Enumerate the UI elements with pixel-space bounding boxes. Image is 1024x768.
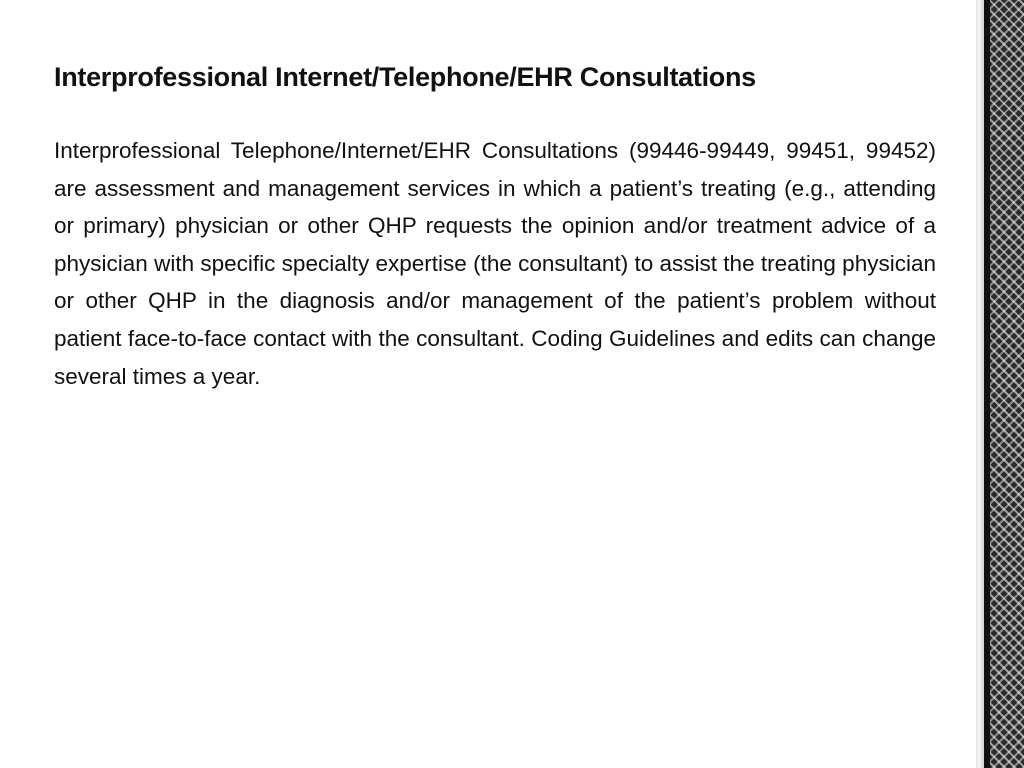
edge-divider bbox=[976, 0, 984, 768]
slide-body-text: Interprofessional Telephone/Internet/EHR Consultations (99446-99449, 99451, 99452) are assessment and management services in which a patient’s treating (e.g., attending or primary) physician or other QHP requests the opinion and/or treatment advice of a physician with specific specialty expertise (the consultant) to assist the treating physician or other QHP in the diagnosis and/or management of the patient’s problem without patient face-to-face contact with the consultant. Coding Guidelines and edits can change several times a year. bbox=[54, 138, 936, 389]
decorative-edge-pattern bbox=[984, 0, 1024, 768]
slide-content bbox=[54, 58, 936, 395]
slide-title: Interprofessional Internet/Telephone/EHR Consultations bbox=[54, 62, 756, 92]
